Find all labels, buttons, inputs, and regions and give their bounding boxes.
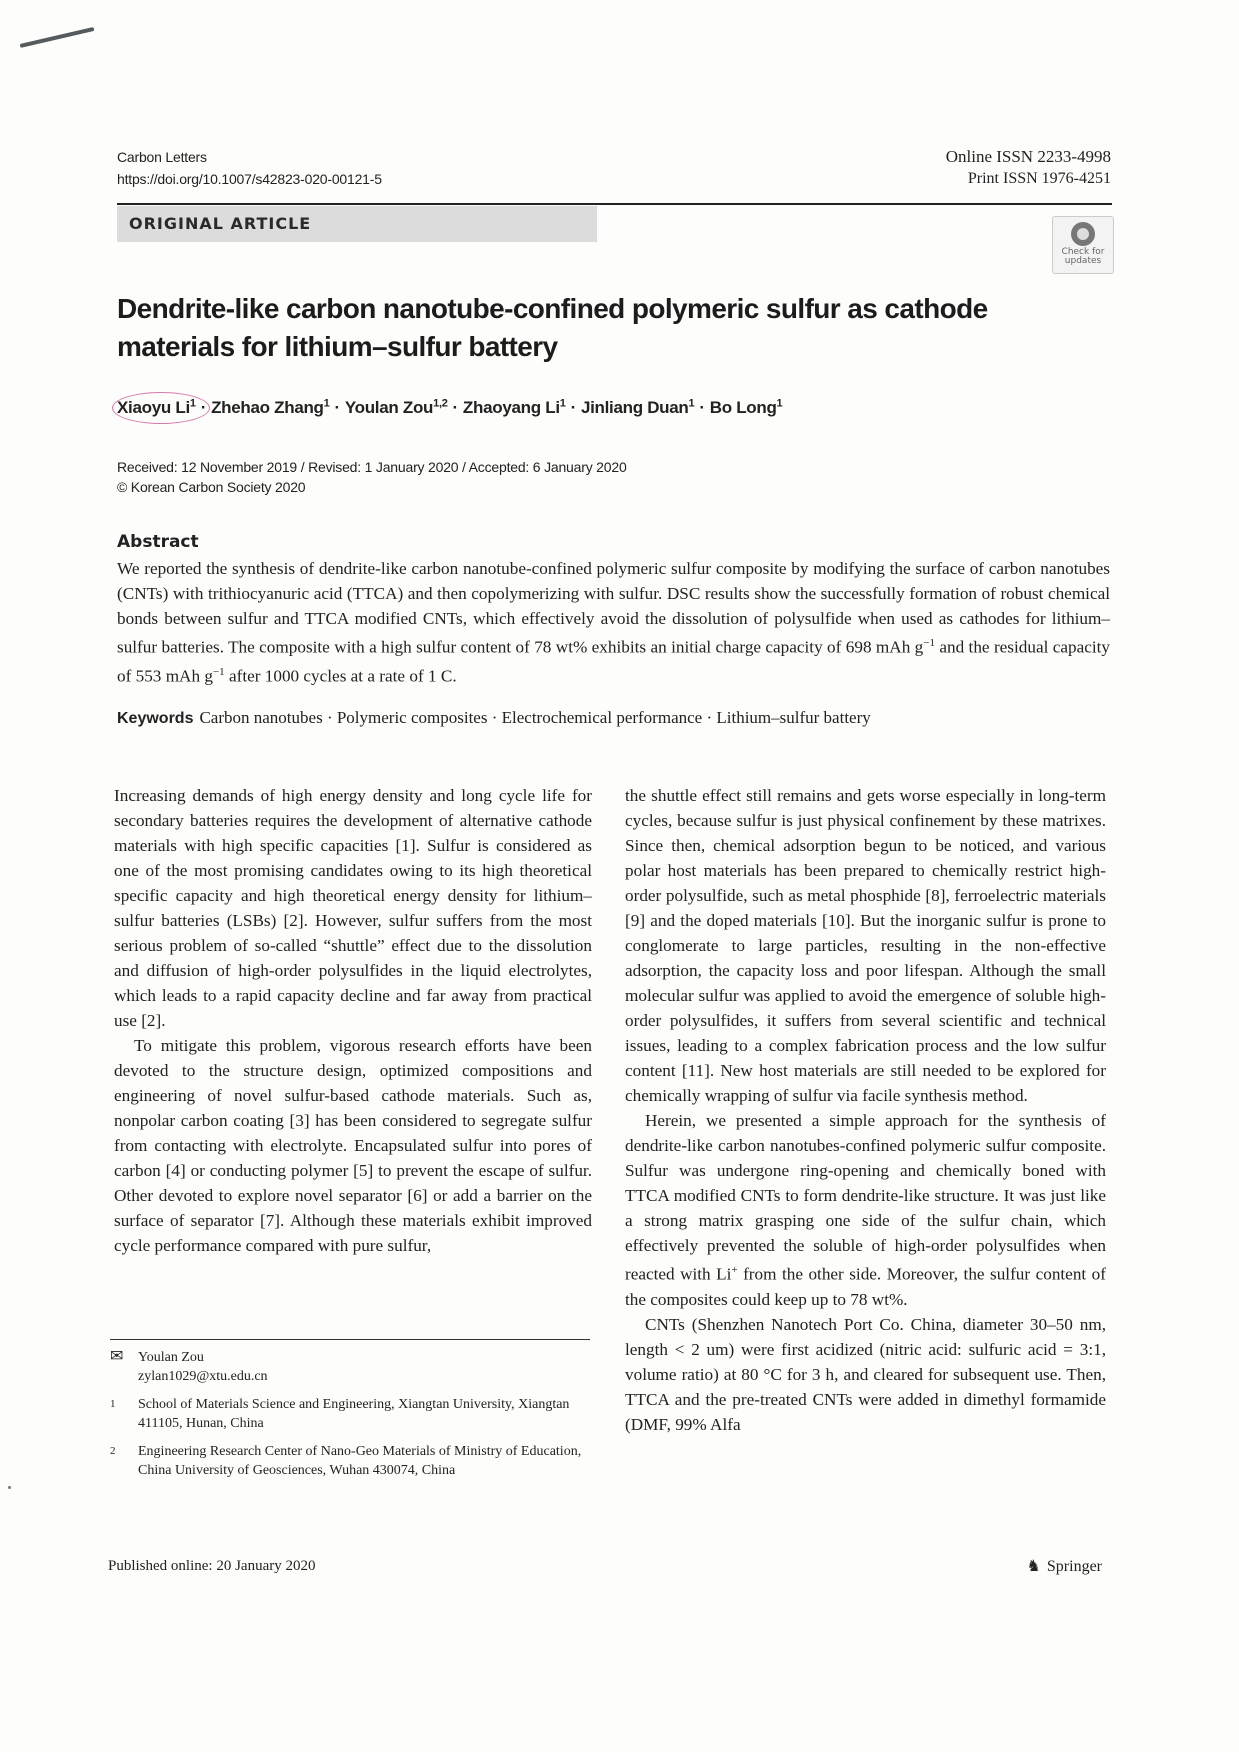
corresponding-author: [110, 1348, 590, 1386]
doi-link[interactable]: https://doi.org/10.1007/s42823-020-00121-5: [117, 171, 382, 187]
author[interactable]: Bo Long$^1$: [709, 397, 783, 417]
author-separator: ·: [334, 397, 340, 417]
envelope-icon: ✉: [110, 1348, 124, 1365]
paragraph: To mitigate this problem, vigorous research efforts have been devoted to the structure design, optimized compositions and engineering of novel sulfur-based cathode materials. Such as, nonpolar carbon coating [3] has been considered to segregate sulfur from contacting with electrolyte. Encapsulated sulfur into pores of carbon [4] or conducting polymer [5] to prevent the escape of sulfur. Other devoted to explore novel separator [6] or add a barrier on the surface of separator [7]. Although these materials exhibit improved cycle performance compared with pure sulfur,: [114, 1036, 592, 1255]
paragraph: CNTs (Shenzhen Nanotech Port Co. China, diameter 30–50 nm, length < 2 um) were first acidized (nitric acid: sulfuric acid = 3:1, volume ratio) at 80 °C for 3 h, and cleared for subsequent use. Then, TTCA and the pre-treated CNTs were added in dimethyl formamide (DMF, 99% Alfa: [625, 1314, 1106, 1434]
author-affiliation-mark: 1: [559, 397, 566, 409]
check-updates-line1: Check for: [1061, 247, 1105, 257]
author-affiliation-mark: 1: [776, 397, 783, 409]
corresponding-name: Youlan Zou: [138, 1350, 204, 1365]
footnote-rule: [110, 1339, 590, 1340]
check-updates-icon: [1071, 222, 1095, 246]
published-online: Published online: 20 January 2020: [108, 1558, 316, 1574]
author-affiliation-mark: 1: [189, 397, 196, 409]
author-separator: ·: [699, 397, 705, 417]
body-column-right: [625, 783, 1106, 1437]
author-separator: ·: [452, 397, 458, 417]
scan-pen-mark: [20, 27, 95, 48]
author[interactable]: Youlan Zou$^{1,2}$: [344, 397, 448, 417]
check-updates-line2: updates: [1064, 256, 1102, 266]
body-column-left: [114, 783, 592, 1258]
journal-name: Carbon Letters: [117, 149, 207, 165]
author[interactable]: Xiaoyu Li$^1$: [117, 397, 196, 417]
affiliation-mark: 2: [110, 1445, 116, 1457]
keywords: [117, 708, 871, 728]
affiliation-text: Engineering Research Center of Nano-Geo Materials of Ministry of Education, China University of Geosciences, Wuhan 430074, China: [138, 1444, 582, 1478]
author-affiliation-mark: 1: [688, 397, 695, 409]
abstract-heading: Abstract: [117, 532, 199, 552]
footnotes: [110, 1348, 590, 1489]
keywords-label: Keywords: [117, 710, 194, 727]
author-separator: ·: [570, 397, 576, 417]
header-rule: [117, 203, 1112, 205]
paragraph: Increasing demands of high energy density and long cycle life for secondary batteries requires the development of alternative cathode materials with high specific capacities [1]. Sulfur is considered as one of the most promising candidates owing to its high theoretical specific capacity and high theoretical energy density for lithium–sulfur batteries (LSBs) [2]. However, sulfur suffers from the most serious problem of so-called “shuttle” effect due to the dissolution and diffusion of high-order polysulfides in the liquid electrolytes, which leads to a rapid capacity decline and far away from practical use [2].: [114, 786, 592, 1030]
author-affiliation-mark: 1,2: [433, 397, 448, 409]
keywords-list: Carbon nanotubes · Polymeric composites · Electrochemical performance · Lithium–sulfur battery: [199, 708, 871, 727]
author-separator: ·: [200, 397, 207, 417]
author-affiliation-mark: 1: [323, 397, 330, 409]
corresponding-email[interactable]: zylan1029@xtu.edu.cn: [138, 1369, 268, 1384]
affiliation: [110, 1442, 590, 1480]
springer-horse-icon: ♞: [1026, 1558, 1041, 1575]
article-title: Dendrite-like carbon nanotube-confined polymeric sulfur as cathode materials for lithium–sulfur battery: [117, 293, 988, 362]
scan-dot: [8, 1486, 11, 1489]
abstract-text: We reported the synthesis of dendrite-like carbon nanotube-confined polymeric sulfur composite by modifying the surface of carbon nanotubes (CNTs) with trithiocyanuric acid (TTCA) and then copolymerizing with sulfur. DSC results show the successfully formation of robust chemical bonds between sulfur and TTCA modified CNTs, which effectively avoid the dissolution of polysulfide when used as cathodes for lithium–sulfur batteries. The composite with a high sulfur content of 78 wt% exhibits an initial charge capacity of 698 mAh $g^{-1}$ and the residual capacity of 553 mAh $g^{-1}$ after 1000 cycles at a rate of 1 C.: [117, 559, 1110, 686]
article-type-banner: ORIGINAL ARTICLE: [117, 206, 597, 242]
check-for-updates-badge[interactable]: [1052, 216, 1114, 274]
history-dates: Received: 12 November 2019 / Revised: 1 January 2020 / Accepted: 6 January 2020: [117, 459, 627, 475]
author[interactable]: Zhehao Zhang$^1$: [211, 397, 330, 417]
publisher-logo: [1027, 1556, 1102, 1576]
author-list: [117, 397, 782, 418]
author[interactable]: Jinliang Duan$^1$: [580, 397, 695, 417]
affiliation: [110, 1395, 590, 1433]
copyright: © Korean Carbon Society 2020: [117, 479, 306, 495]
affiliation-text: School of Materials Science and Engineering, Xiangtan University, Xiangtan 411105, Hunan, China: [138, 1397, 570, 1431]
author[interactable]: Zhaoyang Li$^1$: [462, 397, 566, 417]
online-issn: Online ISSN 2233-4998: [945, 147, 1111, 166]
paragraph: Herein, we presented a simple approach for the synthesis of dendrite-like carbon nanotubes-confined polymeric sulfur composite. Sulfur was undergone ring-opening and chemically boned with TTCA modified CNTs to form dendrite-like structure. It was just like a strong matrix grasping one side of the sulfur chain, which effectively prevented the soluble of high-order polysulfides when reacted with Li+ from the other side. Moreover, the sulfur content of the composites could keep up to 78 wt%.: [625, 1111, 1106, 1309]
affiliation-mark: 1: [110, 1398, 116, 1410]
publisher-name: Springer: [1046, 1558, 1102, 1575]
issn-block: [946, 146, 1111, 190]
publication-dates: [117, 457, 627, 497]
journal-info: [117, 146, 382, 190]
print-issn: Print ISSN 1976-4251: [967, 170, 1111, 187]
paragraph: the shuttle effect still remains and gets worse especially in long-term cycles, because sulfur is just physical confinement by these matrixes. Since then, chemical adsorption begun to be noticed, and various polar host materials has been prepared to chemically restrict high-order polysulfide, such as metal phosphide [8], ferroelectric materials [9] and the doped materials [10]. But the inorganic sulfur is prone to conglomerate to large particles, resulting in the non-effective adsorption, the capacity loss and poor lifespan. Although the small molecular sulfur was applied to avoid the emergence of soluble high-order polysulfides, it suffers from several scientific and technical issues, leading to a complex fabrication process and the low sulfur content [11]. New host materials are still needed to be explored for chemically wrapping of sulfur via facile synthesis method.: [625, 786, 1106, 1105]
